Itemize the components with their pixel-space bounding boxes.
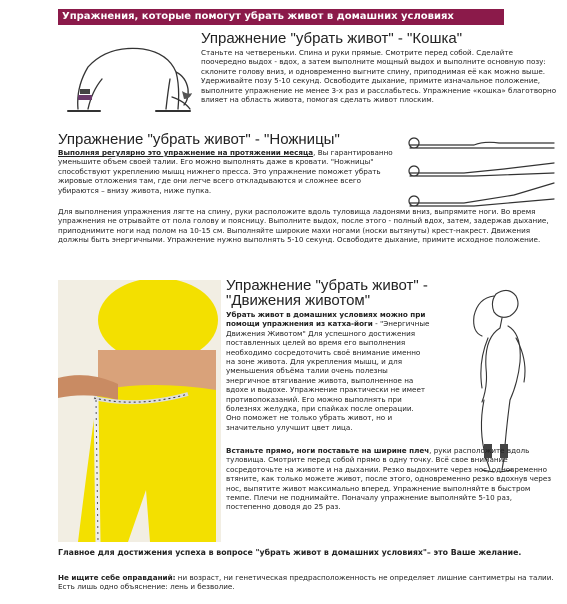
belly-text1: Убрать живот в домашних условиях можно при помощи упражнения из катха-йоги - "Энергичные Движения Животом" Для успешного достижения поставленных целей во время его выполнения необходимо сосредоточить своё внимание именно на зоне живота. Для укрепления мышц, и для уменьшения объёма талии очень полезны энергичное втягивание живота, выполненное на вдохе и выдохе. Упражнение практически не имеет противопоказаний. Его можно выполнять при болезнях желудка, при спайках после операции. Оно поможет не только убрать живот, но и значительно улучшит цвет лица. [226,310,430,432]
belly-lead: Убрать живот в домашних условиях можно при помощи упражнения из катха-йоги [226,310,426,329]
yellow-outfit-photo [58,280,221,542]
scissors-figure [404,131,564,215]
footer-main: Главное для достижения успеха в вопросе "убрать живот в домашних условиях"– это Ваше желание. [58,548,522,557]
cat-text: Станьте на четвереньки. Спина и руки прямые. Смотрите перед собой. Сделайте поочередно выдох - вдох, а затем выполните мощный выдох и выполните основную позу: склоните голову вниз, и одновременно выгните спину, приподнимая её как можно выше. Удерживайте позу 5-10 секунд. Освободите дыхание, примите изначальное положение, выполните упражнение не менее 3-х раз и расслабьтесь. Упражнение «кошка» благотворно влияет на область живота, помогая сделать живот плоским. [201,48,557,105]
belly-text2: Встаньте прямо, ноги поставьте на ширине плеч, руки расположите вдоль туловища. Смотрите перед собой прямо в одну точку. Всё свое внимание сосредоточьте на животе и на дыхании. Резко выдохните через нос, одновременно втяните, как только можете живот, после этого, одновременно резко вдохнув через нос, выпятите живот максимально вперед. Упражнение выполняйте в быстром темпе. Плечи не поднимайте. Поначалу упражнение выполняйте 5-10 раз, постепенно доводя до 25 раз. [226,446,552,512]
scissors-lead: Выполняя регулярно это упражнение на протяжении месяца [58,148,314,157]
cat-pose-figure [58,27,198,119]
belly-title-1: Упражнение "убрать живот" - [226,277,428,294]
cat-title: Упражнение "убрать живот" - "Кошка" [201,30,463,47]
belly-lead-2: Встаньте прямо, ноги поставьте на ширине плеч [226,446,430,455]
scissors-text1: Выполняя регулярно это упражнение на протяжении месяца, Вы гарантированно уменьшите объем своей талии. Его можно выполнять даже в кровати. "Ножницы" способствуют укреплению мышц нижнего пресса. Это упражнение поможет убрать жировые отложения там, где они легче всего откладываются и сложнее всего убираются – внизу живота, ниже пупка. [58,148,393,195]
page-banner: Упражнения, которые помогут убрать живот в домашних условиях [58,9,504,25]
footer-lead: Не ищите себе оправданий: [58,573,176,582]
scissors-title: Упражнение "убрать живот" - "Ножницы" [58,131,340,148]
footer-text: Не ищите себе оправданий: ни возраст, ни генетическая предрасположенность не определяет лишние сантиметры на талии. Есть лишь одно объяснение: лень и безволие. [58,573,554,592]
scissors-text2: Для выполнения упражнения лягте на спину, руки расположите вдоль туловища ладонями вниз, выпрямите ноги. Во время упражнения не отрывайте от пола голову и поясницу. Выполните выдох, после этого - полный вдох, затем, задержав дыхание, приподнимите ноги над полом на 10-15 см. Выполняйте широкие махи ногами (носки вытянуты) крест-накрест. Движения должны быть энергичными. Упражнение нужно выполнять 5-10 секунд. Освободите дыхание, примите исходное положение. [58,207,549,245]
belly-title-2: "Движения животом" [226,292,371,309]
